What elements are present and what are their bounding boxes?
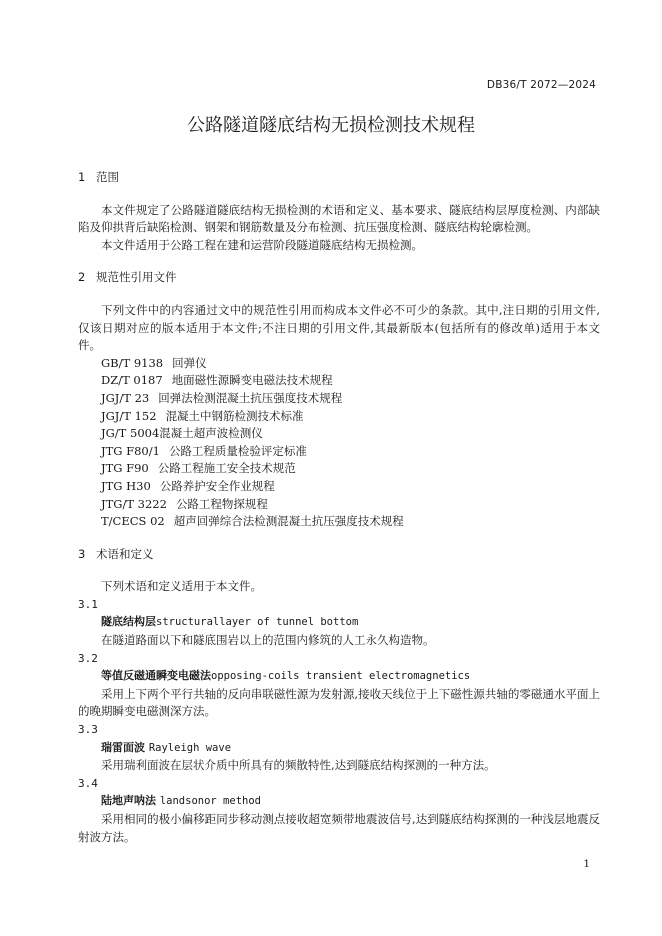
- reference-code: JG/T 5004: [101, 426, 160, 441]
- paragraph: 本文件适用于公路工程在建和运营阶段隧道隧底结构无损检测。: [101, 237, 423, 252]
- term-entry: [78, 650, 600, 721]
- reference-title: 回弹法检测混凝土抗压强度技术规程: [158, 390, 343, 405]
- reference-item: [78, 408, 600, 426]
- term-definition: 采用上下两个平行共轴的反向串联磁性源为发射源,接收天线位于上下磁性源共轴的零磁通水平面上的晚期瞬变电磁测深方法。: [78, 686, 600, 719]
- reference-code: JTG/T 3222: [101, 496, 167, 511]
- document-body: [78, 169, 600, 861]
- reference-title: 地面磁性源瞬变电磁法技术规程: [171, 373, 333, 388]
- term-number: 3.1: [78, 597, 98, 611]
- term-number: 3.4: [78, 776, 98, 790]
- reference-item: [78, 478, 600, 496]
- reference-code: JTG F80/1: [101, 443, 160, 458]
- paragraph: 本文件规定了公路隧道隧底结构无损检测的术语和定义、基本要求、隧底结构层厚度检测、内部缺陷及仰拱背后缺陷检测、钢架和钢筋数量及分布检测、抗压强度检测、隧底结构轮廓检测。: [78, 202, 600, 235]
- term-name: [78, 792, 600, 811]
- reference-list: [78, 355, 600, 531]
- reference-code: JGJ/T 23: [101, 390, 150, 405]
- reference-title: 公路工程质量检验评定标准: [168, 443, 307, 458]
- document-title: 公路隧道隧底结构无损检测技术规程: [187, 115, 475, 136]
- term-name: [78, 739, 600, 758]
- reference-title: 超声回弹综合法检测混凝土抗压强度技术规程: [173, 514, 404, 529]
- term-entry: [78, 596, 600, 650]
- section-heading: [78, 546, 600, 564]
- term-definition: 采用瑞利面波在层状介质中所具有的频散特性,达到隧底结构探测的一种方法。: [101, 758, 496, 773]
- reference-code: DZ/T 0187: [101, 373, 163, 388]
- section-normative-references: [78, 269, 600, 530]
- section-number: 1: [78, 170, 86, 184]
- term-name-cn: 等值反磁通瞬变电磁法: [101, 669, 211, 683]
- reference-item: [78, 513, 600, 531]
- section-title: 范围: [96, 170, 119, 184]
- reference-code: JTG F90: [101, 461, 149, 476]
- term-number: 3.2: [78, 651, 98, 665]
- page-number: 1: [583, 858, 590, 870]
- reference-code: T/CECS 02: [101, 514, 165, 529]
- reference-title: 混凝土超声波检测仪: [159, 426, 263, 441]
- reference-title: 公路工程物探规程: [175, 496, 268, 511]
- reference-item: [78, 355, 600, 373]
- reference-item: [78, 372, 600, 390]
- section-title: 规范性引用文件: [96, 270, 177, 285]
- term-entry: [78, 721, 600, 775]
- section-heading: [78, 269, 600, 287]
- term-name-cn: 瑞雷面波: [101, 740, 145, 754]
- reference-title: 公路工程施工安全技术规范: [157, 461, 296, 476]
- paragraph: 下列文件中的内容通过文中的规范性引用而构成本文件必不可少的条款。其中,注日期的引用文件,仅该日期对应的版本适用于本文件;不注日期的引用文件,其最新版本(包括所有的修改单)适用于本文件。: [78, 302, 600, 353]
- reference-item: [78, 425, 600, 443]
- reference-title: 回弹仪: [172, 355, 207, 370]
- term-entry: [78, 775, 600, 846]
- term-definition: 采用相同的极小偏移距同步移动测点接收超宽频带地震波信号,达到隧底结构探测的一种浅层地震反射波方法。: [78, 812, 600, 844]
- reference-item: [78, 443, 600, 461]
- term-name-en: opposing-coils transient electromagnetics: [211, 670, 471, 683]
- term-name: [78, 613, 600, 632]
- reference-title: 公路养护安全作业规程: [159, 478, 275, 493]
- term-name-cn: 陆地声呐法: [101, 794, 156, 808]
- term-definition: 在隧道路面以下和隧底围岩以上的范围内修筑的人工永久构造物。: [101, 633, 435, 648]
- term-name-en: landsonor method: [159, 795, 261, 808]
- section-heading: [78, 169, 600, 187]
- term-name: [78, 667, 600, 686]
- reference-item: [78, 390, 600, 408]
- section-number: 2: [78, 270, 86, 285]
- reference-code: GB/T 9138: [101, 355, 164, 370]
- section-terms-and-definitions: [78, 546, 600, 847]
- term-name-en: structurallayer of tunnel bottom: [156, 616, 359, 629]
- reference-code: JTG H30: [101, 478, 151, 493]
- reference-item: [78, 460, 600, 478]
- section-number: 3: [78, 546, 86, 561]
- document-code: DB36/T 2072—2024: [486, 79, 596, 91]
- reference-title: 混凝土中钢筋检测技术标准: [165, 408, 304, 423]
- paragraph: 下列术语和定义适用于本文件。: [101, 579, 262, 594]
- reference-item: [78, 496, 600, 514]
- section-title: 术语和定义: [96, 546, 154, 561]
- term-name-en: Rayleigh wave: [148, 741, 232, 754]
- section-scope: [78, 169, 600, 254]
- term-number: 3.3: [78, 723, 98, 737]
- term-name-cn: 隧底结构层: [101, 615, 156, 629]
- reference-code: JGJ/T 152: [101, 408, 157, 423]
